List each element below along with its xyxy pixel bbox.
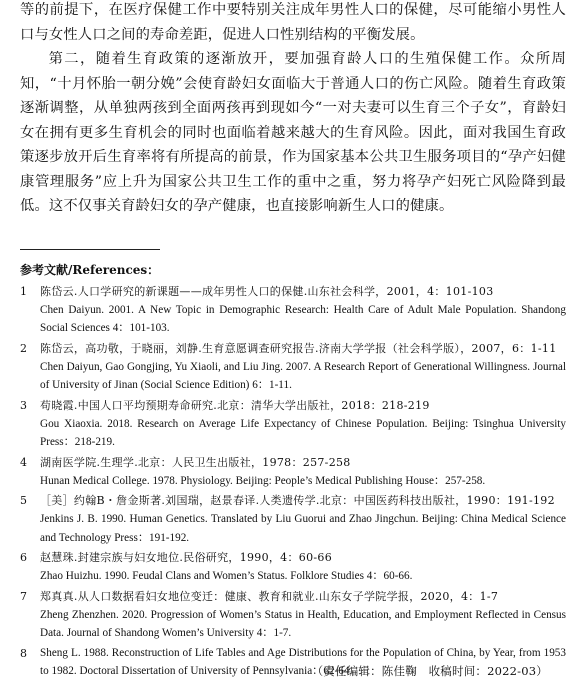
reference-chinese-citation: 赵慧珠.封建宗族与妇女地位.民俗研究，1990，4：60-66 [40, 551, 332, 564]
reference-chinese-citation: 苟晓霞.中国人口平均预期寿命研究.北京：清华大学出版社，2018：218-219 [40, 398, 430, 412]
editor-footer: （责任编辑：陈佳鞠 收稿时间：2022-03） [311, 664, 548, 678]
reference-number: 7 [20, 589, 27, 603]
reference-english-citation: Chen Daiyun. 2001. A New Topic in Demographic Research: Health Care of Adult Male Population. Shandong Social Sciences 4：101-103. [40, 303, 566, 334]
reference-english-citation: Chen Daiyun, Gao Gongjing, Yu Xiaoli, and Liu Jing. 2007. A Research Report of Generational Willingness. Journal of University of Jinan (Social Science Edition) 6：1-11. [40, 360, 566, 391]
reference-chinese-citation: ［美］约翰B・詹金斯著.刘国瑞，赵景春译.人类遗传学.北京：中国医药科技出版社，1990：191-192 [40, 494, 555, 507]
reference-item [20, 339, 566, 395]
body-text [20, 0, 566, 219]
reference-english-citation: Gou Xiaoxia. 2018. Research on Average Life Expectancy of Chinese Population. Beijing: Tsinghua University Press：218-219. [40, 417, 566, 448]
reference-number: 8 [20, 646, 27, 660]
reference-english-citation: Zheng Zhenzhen. 2020. Progression of Women’s Status in Health, Education, and Employment Reflected in Census Data. Journal of Shandong Women’s University 4：1-7. [40, 608, 566, 639]
reference-chinese-citation: 郑真真.从人口数据看妇女地位变迁：健康、教育和就业.山东女子学院学报，2020，4：1-7 [40, 589, 499, 603]
reference-item [20, 453, 566, 491]
reference-item [20, 396, 566, 452]
reference-number: 1 [20, 284, 27, 298]
reference-number: 5 [20, 494, 27, 507]
reference-chinese-citation: 湖南医学院.生理学.北京：人民卫生出版社，1978：257-258 [40, 455, 351, 469]
reference-chinese-citation: 陈岱云，高功敬，于晓丽，刘静.生育意愿调查研究报告.济南大学学报（社会科学版），2007，6：1-11 [40, 341, 557, 355]
reference-item [20, 491, 566, 547]
references-heading: 参考文献/References： [20, 262, 160, 277]
reference-english-citation: Zhao Huizhu. 1990. Feudal Clans and Women’s Status. Folklore Studies 4：60-66. [40, 570, 413, 582]
references-list [20, 282, 566, 681]
reference-number: 6 [20, 551, 27, 564]
reference-number: 4 [20, 455, 27, 469]
body-paragraph-2: 第二，随着生育政策的逐渐放开，要加强育龄人口的生殖保健工作。众所周知，“十月怀胎一朝分娩”会使育龄妇女面临大于普通人口的伤亡风险。随着生育政策逐渐调整，从单独两孩到全面两孩再到现如今“一对夫妻可以生育三个子女”，育龄妇女在拥有更多生育机会的同时也面临着越来越大的生育风险。因此，面对我国生育政策逐步放开后生育率将有所提高的前景，作为国家基本公共卫生服务项目的“孕产妇健康管理服务”应上升为国家公共卫生工作的重中之重，努力将孕产妇死亡风险降到最低。这不仅事关育龄妇女的孕产健康，也直接影响新生人口的健康。 [20, 51, 566, 214]
reference-english-citation: Sheng L. 1988. Reconstruction of Life Tables and Age Distributions for the Population of China, by Year, from 1953 to 1982. Doctoral Dissertation of University of Pennsylvania：62-64. [40, 646, 566, 677]
reference-chinese-citation: 陈岱云.人口学研究的新课题——成年男性人口的保健.山东社会科学，2001，4：101-103 [40, 284, 494, 298]
document-page [20, 0, 566, 682]
reference-english-citation: Hunan Medical College. 1978. Physiology. Beijing: People’s Medical Publishing House：257-258. [40, 474, 486, 487]
reference-number: 3 [20, 398, 27, 412]
reference-english-citation: Jenkins J. B. 1990. Human Genetics. Translated by Liu Guorui and Zhao Jingchun. Beijing: China Medical Science and Technology Press：191-192. [40, 513, 566, 544]
reference-item [20, 548, 566, 586]
reference-item [20, 587, 566, 643]
reference-number: 2 [20, 341, 27, 355]
body-paragraph-1: 等的前提下，在医疗保健工作中要特别关注成年男性人口的保健，尽可能缩小男性人口与女性人口之间的寿命差距，促进人口性别结构的平衡发展。 [20, 2, 566, 43]
footnote-divider [20, 249, 160, 250]
reference-item [20, 282, 566, 338]
